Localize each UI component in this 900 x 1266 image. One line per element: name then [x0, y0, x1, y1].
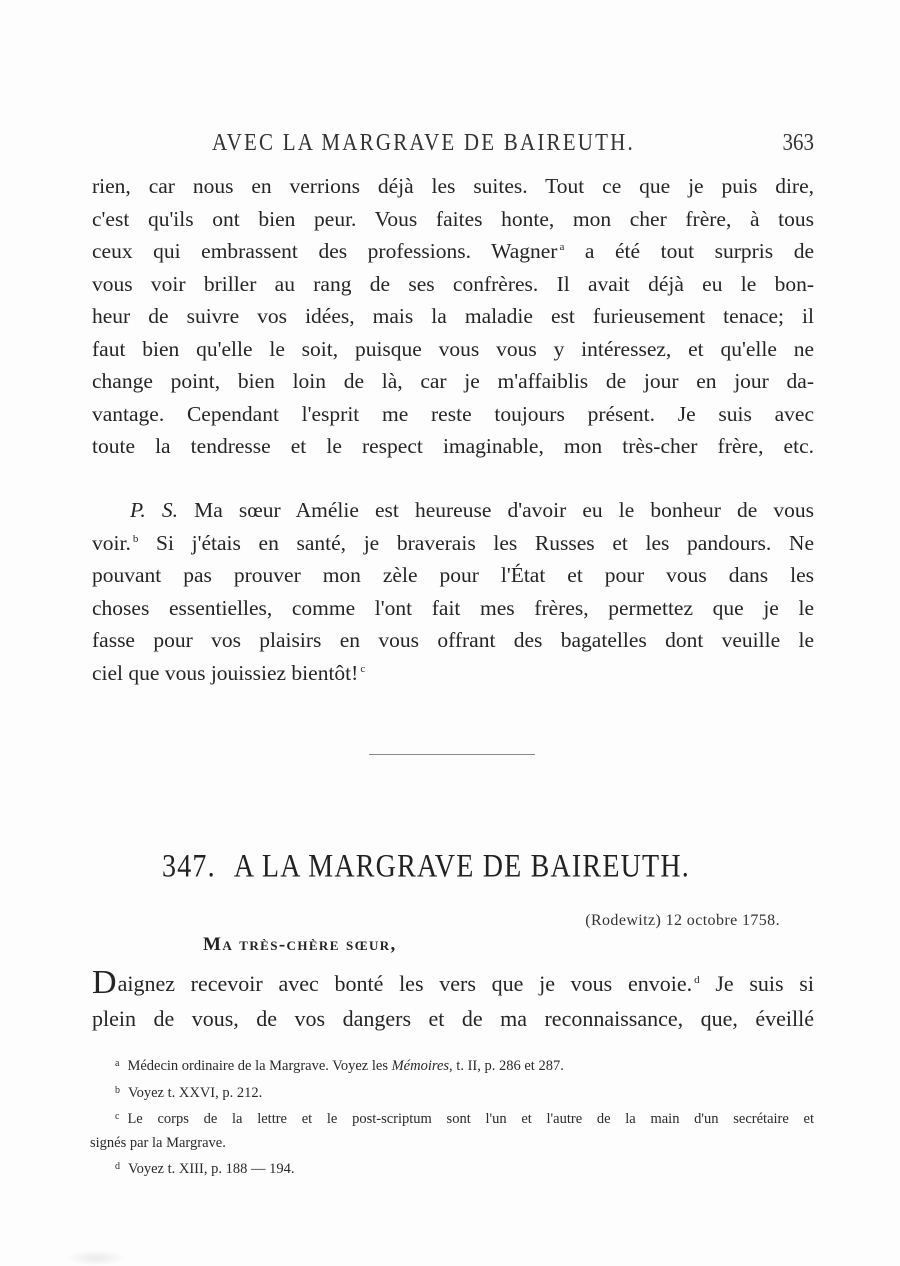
text-fragment: ciel que vous jouissiez bientôt!: [92, 660, 359, 685]
running-head: [92, 128, 814, 158]
footnote-text: Voyez t. XXVI, p. 212.: [128, 1084, 263, 1101]
text-line: toute la tendresse et le respect imaginable, mon très-cher frère, etc.: [92, 434, 814, 458]
footnote-text: signés par la Margrave.: [90, 1134, 226, 1151]
footnote-mark: a: [115, 1058, 120, 1069]
ps-label: P. S.: [130, 498, 178, 522]
footnote-ref-a[interactable]: a: [559, 241, 565, 253]
footnote-d: [90, 1155, 814, 1182]
footnote-ref-b[interactable]: b: [132, 532, 139, 545]
text-line: change point, bien loin de là, car je m'affaiblis de jour en jour da-: [92, 369, 814, 393]
text-fragment: ceux qui embrassent des professions. Wagner: [92, 239, 558, 263]
letter-title: A LA MARGRAVE DE BAIREUTH.: [233, 848, 690, 885]
drop-cap: D: [92, 964, 117, 1001]
footnote-text: , t. II, p. 286 et 287.: [449, 1058, 564, 1074]
footnote-mark: b: [115, 1084, 120, 1096]
text-line: [92, 527, 814, 560]
footnote-text: Voyez t. XIII, p. 188 — 194.: [128, 1161, 295, 1177]
text-line: [92, 966, 814, 1001]
footnote-a: [90, 1052, 814, 1079]
text-fragment: Je suis si: [715, 971, 814, 996]
text-line: c'est qu'ils ont bien peur. Vous faites honte, mon cher frère, à tous: [92, 206, 814, 231]
footnote-text: Le corps de la lettre et le post-scriptum sont l'un et l'autre de la main d'un secrétaire et: [127, 1111, 814, 1127]
letter-heading: [162, 848, 690, 886]
text-line: pouvant pas prouver mon zèle pour l'État et pour vous dans les: [92, 563, 814, 587]
text-line: faut bien qu'elle le soit, puisque vous vous y intéressez, et qu'elle ne: [92, 336, 814, 361]
text-line: [92, 657, 814, 690]
footnote-text: Médecin ordinaire de la Margrave. Voyez les: [127, 1058, 388, 1074]
letter-number: 347.: [162, 848, 216, 885]
footnote-italic: Mémoires: [391, 1058, 450, 1074]
footnote-mark: c: [115, 1111, 120, 1122]
text-fragment: Si j'étais en santé, je braverais les Russes et les pandours. Ne: [156, 530, 814, 555]
text-line: vous voir briller au rang de ses confrères. Il avait déjà eu le bon-: [92, 271, 814, 296]
postscript-paragraph: [92, 494, 814, 689]
running-head-title: AVEC LA MARGRAVE DE BAIREUTH.: [212, 128, 635, 156]
footnotes: [90, 1052, 814, 1182]
text-line: plein de vous, de vos dangers et de ma reconnaissance, que, éveillé: [92, 1006, 814, 1031]
text-line: vantage. Cependant l'esprit me reste toujours présent. Je suis avec: [92, 401, 814, 426]
letter-salutation: Ma très-chère sœur,: [203, 934, 397, 955]
paragraph-continuation: [92, 170, 814, 463]
letter-body: [92, 966, 814, 1036]
text-line: fasse pour vos plaisirs en vous offrant des bagatelles dont veuille le: [92, 628, 814, 652]
text-line: heur de suivre vos idées, mais la maladie est furieusement tenace; il: [92, 304, 814, 328]
page-number: 363: [782, 128, 814, 156]
text-line: [92, 235, 814, 268]
footnote-c: [90, 1105, 814, 1155]
text-fragment: voir.: [92, 530, 131, 555]
paper-smudge: [66, 1250, 126, 1266]
footnote-mark: d: [115, 1161, 120, 1172]
section-divider: [369, 754, 535, 755]
text-fragment: aignez recevoir avec bonté les vers que je vous envoie.: [117, 971, 693, 996]
footnote-ref-d[interactable]: d: [694, 974, 700, 986]
text-line: [92, 494, 814, 527]
footnote-b: [90, 1079, 814, 1106]
text-fragment: Ma sœur Amélie est heureuse d'avoir eu le bonheur de vous: [194, 498, 814, 522]
footnote-line: [90, 1105, 814, 1132]
footnote-ref-c[interactable]: c: [360, 662, 366, 675]
letter-dateline: (Rodewitz) 12 octobre 1758.: [585, 912, 780, 929]
text-line: choses essentielles, comme l'ont fait mes frères, permettez que je le: [92, 595, 814, 620]
text-line: rien, car nous en verrions déjà les suites. Tout ce que je puis dire,: [92, 174, 814, 198]
text-fragment: a été tout surpris de: [584, 239, 814, 263]
